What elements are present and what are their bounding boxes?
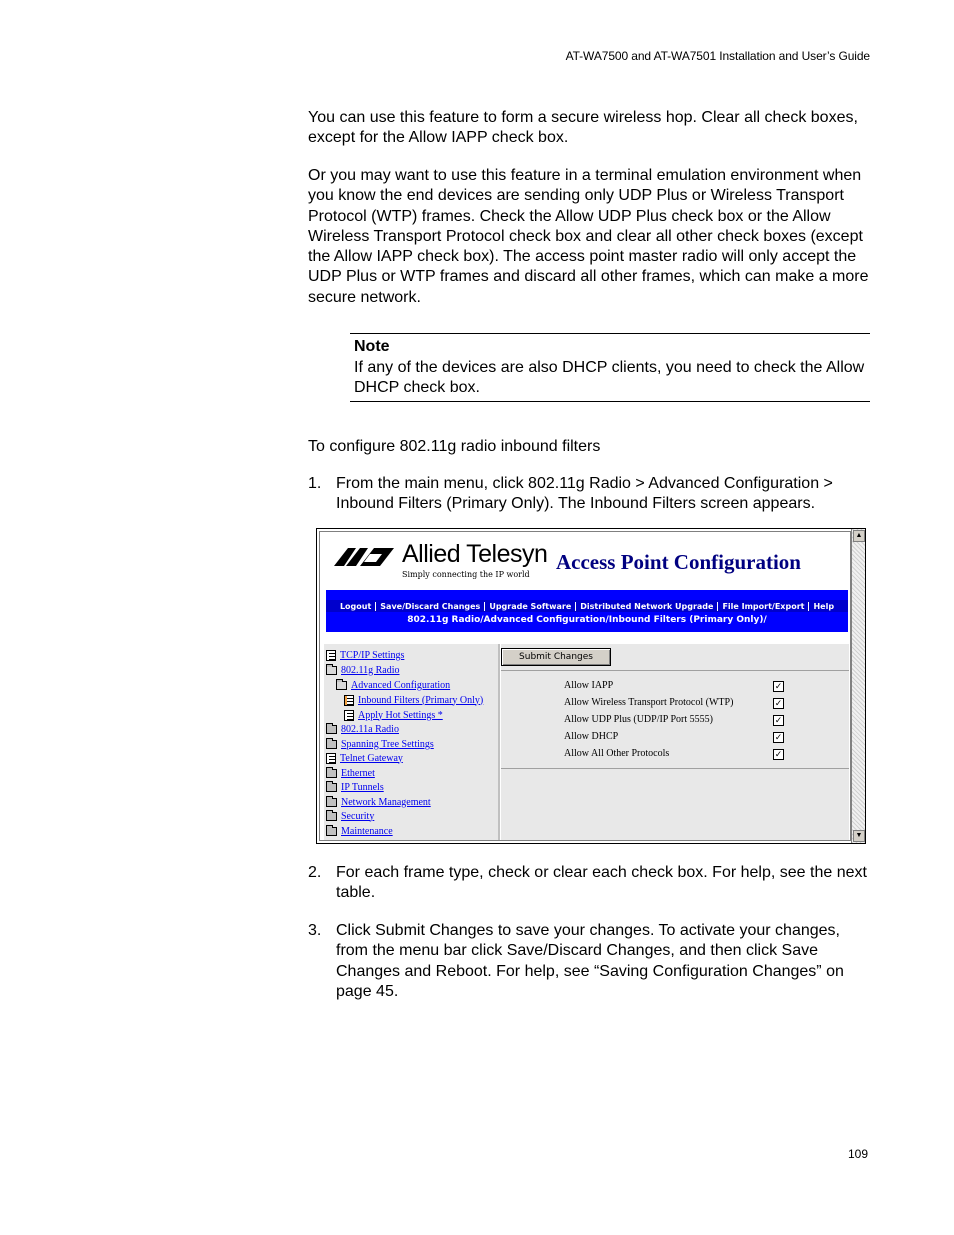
allow-iapp-checkbox[interactable]: ✓ <box>774 681 783 691</box>
tree-item-label: Telnet Gateway <box>340 752 403 764</box>
menu-help[interactable]: Help <box>813 601 835 611</box>
tree-item-telnet-gateway[interactable] <box>326 751 403 765</box>
intro-paragraph-1: You can use this feature to form a secure wireless hop. Clear all check boxes, except for the Allow IAPP check box. <box>308 109 858 147</box>
allow-dhcp-checkbox[interactable]: ✓ <box>774 732 783 742</box>
vertical-scrollbar[interactable] <box>851 529 865 843</box>
open-folder-icon <box>336 681 347 690</box>
allied-telesyn-logo-icon <box>334 546 398 566</box>
tree-item-network-management[interactable] <box>326 795 431 809</box>
tree-item-label: Advanced Configuration <box>351 679 451 691</box>
menu-upgrade-software[interactable]: Upgrade Software <box>485 602 576 611</box>
selected-document-icon <box>344 695 354 706</box>
filter-row-allow-dhcp <box>564 731 794 745</box>
tree-item-security[interactable] <box>326 809 374 823</box>
tree-item-label: Inbound Filters (Primary Only) <box>358 694 484 706</box>
document-icon <box>326 650 336 661</box>
folder-icon <box>326 769 337 778</box>
allow-all-other-checkbox[interactable]: ✓ <box>774 749 783 759</box>
tree-item-label: Security <box>341 810 375 822</box>
filter-label: Allow DHCP <box>564 731 619 742</box>
brand-tagline: Simply connecting the IP world <box>402 570 530 579</box>
tree-item-label: Ethernet <box>341 767 375 779</box>
step-2 <box>308 863 870 905</box>
page-number: 109 <box>847 1147 868 1161</box>
allow-udp-plus-checkbox[interactable]: ✓ <box>774 715 783 725</box>
scroll-up-icon[interactable]: ▲ <box>853 530 865 542</box>
folder-icon <box>326 740 337 749</box>
tree-item-label: 802.11a Radio <box>341 723 399 735</box>
note-text: If any of the devices are also DHCP clients, you need to check the Allow DHCP check box. <box>354 359 865 397</box>
menu-save-discard[interactable]: Save/Discard Changes <box>376 602 485 611</box>
open-folder-icon <box>326 666 337 675</box>
filter-label: Allow All Other Protocols <box>564 748 670 759</box>
step-number: 3. <box>308 922 322 939</box>
scroll-down-icon[interactable]: ▼ <box>853 830 865 842</box>
running-header: AT-WA7500 and AT-WA7501 Installation and User’s Guide <box>565 49 870 63</box>
note-title: Note <box>354 338 390 355</box>
folder-icon <box>326 725 337 734</box>
folder-icon <box>326 812 337 821</box>
step-text: From the main menu, click 802.11g Radio > Advanced Configuration > Inbound Filters (Primary Only). The Inbound Filters screen appears. <box>336 475 833 513</box>
breadcrumb: 802.11g Radio/Advanced Configuration/Inbound Filters (Primary Only)/ <box>407 615 767 625</box>
note-box <box>350 333 870 402</box>
tree-item-label: Apply Hot Settings * <box>358 709 443 721</box>
tree-item-ethernet[interactable] <box>326 766 375 780</box>
menu-links <box>326 600 848 612</box>
filter-row-allow-all-other <box>564 748 794 762</box>
tree-item-spanning-tree[interactable] <box>326 737 434 751</box>
tree-item-label: Maintenance <box>341 825 393 837</box>
tree-item-tcpip[interactable] <box>326 648 404 662</box>
tree-item-label: Network Management <box>341 796 431 808</box>
procedure-heading: To configure 802.11g radio inbound filters <box>308 438 601 455</box>
brand-name: Allied Telesyn <box>402 540 548 568</box>
tree-item-advanced-configuration[interactable] <box>336 678 450 692</box>
filter-row-allow-iapp <box>564 680 794 694</box>
step-text: Click Submit Changes to save your changes. To activate your changes, from the menu bar click Save/Discard Changes, and then click Save Changes and Reboot. For help, see “Saving Configuration Changes” on page 45. <box>336 922 844 1000</box>
allow-wtp-checkbox[interactable]: ✓ <box>774 698 783 708</box>
filter-row-allow-wtp <box>564 697 794 711</box>
menu-bar <box>326 590 848 632</box>
tree-item-label: 802.11g Radio <box>341 664 400 676</box>
filter-label: Allow IAPP <box>564 680 614 691</box>
intro-paragraph-2: Or you may want to use this feature in a terminal emulation environment when you know the end devices are sending only UDP Plus or Wireless Transport Protocol (WTP) frames. Check the Allow UDP Plus check box or the Allow Wireless Transport Protocol check box and clear all other check boxes (except the Allow IAPP check box). The access point master radio will only accept the UDP Plus or WTP frames and discard all other frames, which can make a more secure network. <box>308 167 869 306</box>
menu-file-import-export[interactable]: File Import/Export <box>718 602 809 611</box>
filter-label: Allow UDP Plus (UDP/IP Port 5555) <box>564 714 713 725</box>
tree-item-ip-tunnels[interactable] <box>326 780 384 794</box>
app-title: Access Point Configuration <box>556 550 801 574</box>
tree-item-apply-hot-settings[interactable] <box>344 708 443 722</box>
step-3 <box>308 921 870 1003</box>
tree-item-label: IP Tunnels <box>341 781 384 793</box>
folder-icon <box>326 798 337 807</box>
tree-item-label: Spanning Tree Settings <box>341 738 434 750</box>
step-1 <box>308 474 870 516</box>
filter-row-allow-udp-plus <box>564 714 794 728</box>
step-text: For each frame type, check or clear each check box. For help, see the next table. <box>336 864 867 902</box>
folder-icon <box>326 827 337 836</box>
folder-icon <box>326 783 337 792</box>
tree-item-maintenance[interactable] <box>326 824 393 838</box>
tree-item-80211a-radio[interactable] <box>326 722 399 736</box>
browser-content <box>319 531 851 841</box>
divider <box>501 768 849 769</box>
tree-item-80211g-radio[interactable] <box>326 663 400 677</box>
menu-logout[interactable]: Logout <box>336 602 376 611</box>
submit-changes-button[interactable]: Submit Changes <box>501 648 611 666</box>
inbound-filters-screenshot <box>316 528 866 844</box>
step-number: 2. <box>308 864 322 881</box>
divider <box>501 670 849 671</box>
tree-item-inbound-filters[interactable] <box>344 693 483 707</box>
tree-item-label: TCP/IP Settings <box>340 649 405 661</box>
document-icon <box>344 710 354 721</box>
menu-distributed-upgrade[interactable]: Distributed Network Upgrade <box>576 602 718 611</box>
filter-label: Allow Wireless Transport Protocol (WTP) <box>564 697 734 708</box>
navigation-tree <box>324 644 500 840</box>
document-icon <box>326 753 336 764</box>
step-number: 1. <box>308 475 322 492</box>
filters-panel <box>501 644 849 840</box>
